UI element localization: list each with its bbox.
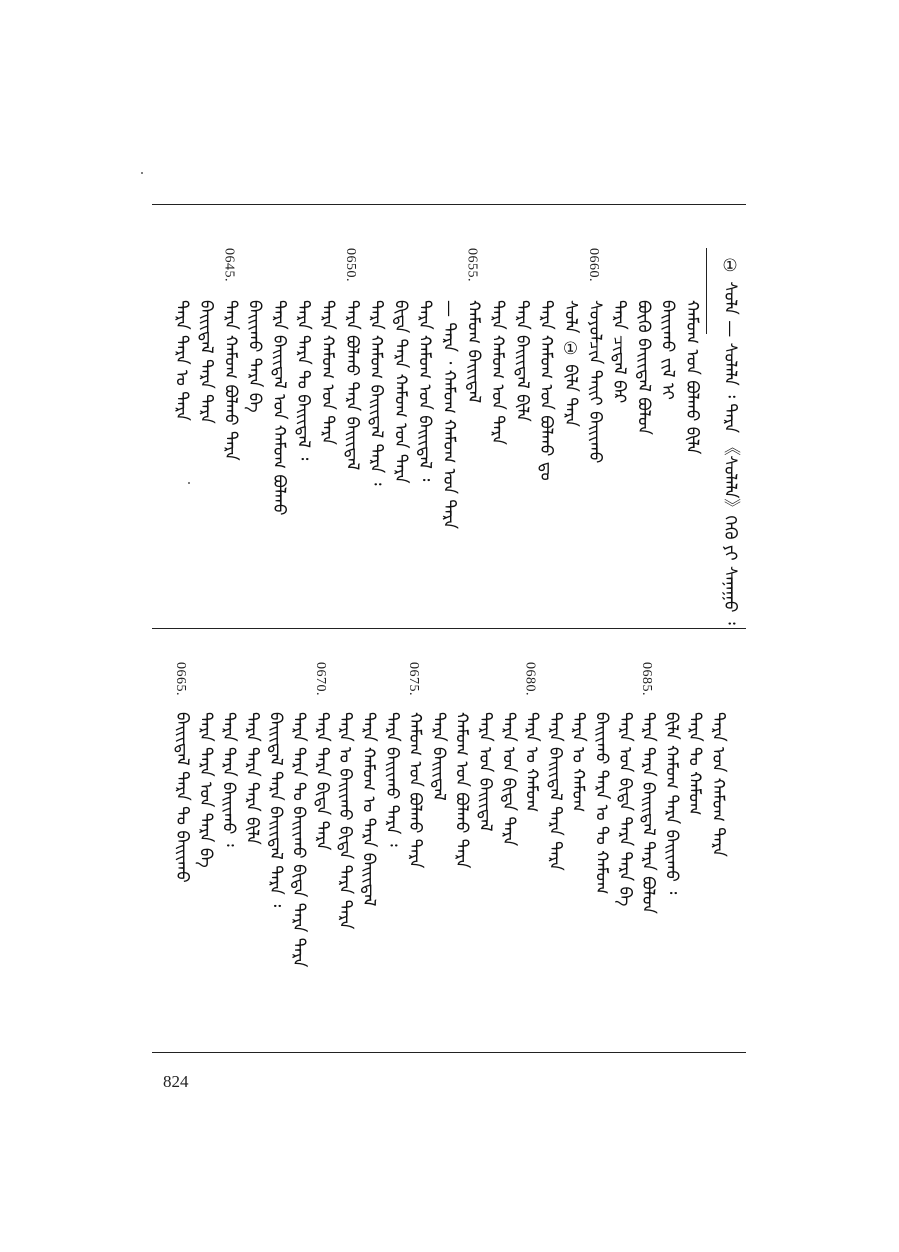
verse-line: ᠲᠡᠷᠡ ᠪᠠᠢᠢᠬᠤ ᠲᠡᠷᠡ ᠄ xyxy=(381,712,402,847)
line-number: 0670. xyxy=(312,662,328,696)
verse-line: ᠲᠡᠷᠡ ᠬᠠᠮᠤᠭ ᠤ ᠲᠡᠷᠡ ᠪᠠᠢᠢᠳᠠᠯ xyxy=(358,712,379,907)
verse-line: ᠲᠡᠷᠡ ᠬᠠᠮᠤᠭ ᠪᠠᠢᠢᠳᠠᠯ ᠲᠡᠷᠡ ᠄ xyxy=(366,300,387,486)
line-number: 0680. xyxy=(522,662,538,696)
verse-line: ᠰᠤᠯᠠ ① ᠪᠢᠯᠡ ᠲᠡᠷᠡ xyxy=(560,300,581,427)
verse-line: ᠪᠠᠢᠢᠬᠤ ᠵᠢᠯ ᠢ xyxy=(657,300,678,400)
verse-line: ᠲᠡᠷᠡ ᠤᠨ ᠪᠢᠳᠡ ᠲᠡᠷᠡ xyxy=(498,712,519,847)
verse-line: ᠲᠡᠷᠡ ᠲᠡᠷᠡ ᠪᠠᠢᠢᠳᠠᠯ ᠲᠡᠷᠡ ᠪᠤᠯᠤᠨ xyxy=(638,712,659,914)
verse-line: ᠪᠠᠢᠢᠳᠠᠯ ᠲᠡᠷᠡ ᠪᠠᠢᠢᠳᠠᠯ ᠲᠡᠷᠡ ᠄ xyxy=(265,712,286,908)
verse-line: ᠲᠡᠷᠡ ᠲᠡᠷᠡ ᠪᠢᠳᠡ ᠲᠡᠷᠡ xyxy=(311,712,332,851)
verse-line: ᠪᠦᠬᠦ ᠪᠠᠢᠢᠳᠠᠯ ᠪᠤᠯᠤᠨ xyxy=(633,300,654,435)
verse-line: ᠲᠡᠷᠡ ᠤ ᠪᠠᠢᠢᠬᠤ ᠪᠢᠳᠡ ᠲᠡᠷᠡ ᠲᠡᠷᠡ xyxy=(335,712,356,930)
verse-line: ᠲᠡᠷᠡ ᠬᠠᠮᠤᠭ ᠪᠤᠯᠬᠤ ᠲᠡᠷᠡ xyxy=(220,300,241,461)
verse-line: ᠲᠡᠷᠡ ᠪᠠᠢᠢᠳᠠᠯ xyxy=(428,712,449,801)
verse-line: ᠲᠡᠷᠡ ᠲᠡᠷᠡ ᠲᠡᠷᠡ ᠪᠢᠯᠡ xyxy=(242,712,262,845)
verse-line: ᠲᠡᠷᠡ ᠲᠡᠷᠡ ᠤᠨ ᠲᠡᠷᠡ ᠪᠠ xyxy=(195,712,216,868)
verse-line: ᠲᠡᠷᠡ ᠬᠠᠮᠤᠭ ᠤᠨ ᠪᠤᠯᠬᠤ ᠳᠤ xyxy=(536,300,557,481)
verse-line: ᠲᠡᠷᠡ ᠪᠠᠢᠢᠳᠠᠯ ᠲᠡᠷᠡ ᠲᠡᠷᠡ xyxy=(544,712,565,871)
line-number: 0675. xyxy=(406,662,422,696)
line-number: 0650. xyxy=(342,248,358,282)
line-number: 0685. xyxy=(639,662,655,696)
verse-line: ᠪᠠᠢᠢᠳᠠᠯ ᠲᠡᠷᠡ ᠲᠡᠷᠡ xyxy=(196,300,216,424)
footnote-text: ① ᠰᠤᠯᠠ — ᠰᠤᠯᠠᠯᠠ ᠄ ᠲᠡᠷᠡ 《ᠰᠤᠯᠠᠯᠠ》ᠭᠡᠬᠦ ᠶᠢ ᠰᠠᠨᠠᠭᠤ ᠄ xyxy=(720,256,740,625)
verse-line: ᠲᠡᠷᠡ ᠬᠠᠮᠤᠭ ᠤᠨ ᠲᠡᠷᠡ xyxy=(487,300,508,445)
verse-line: ᠬᠠᠮᠤᠭ ᠪᠠᠢᠢᠳᠠᠯ xyxy=(463,300,484,404)
verse-line: ᠲᠡᠷᠡ ᠲᠡᠷᠡ ᠤ ᠲᠡᠷᠡ xyxy=(171,300,192,421)
verse-line: ᠲᠡᠷᠡ ᠤᠨ ᠪᠢᠳᠡ ᠲᠡᠷᠡ ᠲᠡᠷᠡ ᠪᠠ xyxy=(614,712,635,907)
verse-line: ᠲᠡᠷᠡ ᠲᠡᠷᠡ ᠲᠤ ᠪᠠᠢᠢᠬᠤ ᠪᠢᠳᠡ ᠲᠡᠷᠡ ᠲᠡᠷᠡ xyxy=(288,712,309,968)
line-number: 0655. xyxy=(464,248,480,282)
middle-rule xyxy=(152,628,746,629)
verse-line: ᠲᠡᠷᠡ ᠤ ᠬᠠᠮᠤᠭ xyxy=(568,712,589,813)
verse-line: ᠬᠠᠮᠤᠭ ᠤᠨ ᠪᠤᠯᠬᠤ ᠲᠡᠷᠡ xyxy=(451,712,472,869)
verse-line: ᠪᠢᠳᠡ ᠲᠡᠷᠡ ᠬᠠᠮᠤᠭ ᠤᠨ ᠲᠡᠷᠡ xyxy=(390,300,411,484)
verse-line: ᠲᠡᠷᠡ ᠲᠡᠷᠡ ᠲᠤ ᠪᠠᠢᠢᠳᠠᠯ ᠄ xyxy=(293,300,314,461)
bottom-rule xyxy=(152,1052,746,1053)
verse-line: — ᠲᠡᠷᠡ ᠂ ᠬᠠᠮᠤᠭ ᠬᠠᠮᠤᠭ ᠤᠨ ᠲᠡᠷᠡ xyxy=(439,300,459,530)
verse-line: ᠲᠡᠷᠡ ᠴᠢᠳᠠᠯ ᠪᠡᠷ xyxy=(609,300,630,404)
top-rule xyxy=(152,204,746,205)
verse-line: ᠲᠡᠷᠡ ᠪᠤᠯᠬᠤ ᠲᠡᠷᠡ ᠪᠠᠢᠢᠳᠠᠯ xyxy=(341,300,362,471)
footnote-rule xyxy=(706,248,707,334)
speck xyxy=(188,482,190,484)
verse-line: ᠲᠡᠷᠡ ᠲᠤ ᠬᠠᠮᠤᠭ xyxy=(684,712,705,816)
speck xyxy=(141,172,143,174)
verse-line: ᠲᠡᠷᠡ ᠲᠡᠷᠡ ᠪᠠᠢᠢᠬᠤ ᠄ xyxy=(218,712,239,847)
verse-line: ᠪᠠᠢᠢᠬᠤ ᠲᠡᠷᠡ ᠪᠠ xyxy=(244,300,265,413)
verse-line: ᠲᠡᠷᠡ ᠬᠠᠮᠤᠭ ᠤᠨ ᠪᠠᠢᠢᠳᠠᠯ ᠄ xyxy=(414,300,435,482)
line-number: 0660. xyxy=(585,248,601,282)
verse-line: ᠬᠠᠮᠤᠭ ᠤᠨ ᠪᠤᠯᠬᠤ ᠲᠡᠷᠡ xyxy=(405,712,426,869)
verse-line: ᠲᠡᠷᠡ ᠬᠠᠮᠤᠭ ᠤᠨ ᠲᠡᠷᠡ xyxy=(317,300,338,445)
verse-line: ᠪᠠᠢᠢᠳᠠᠯ ᠲᠡᠷᠡ ᠲᠤ ᠪᠠᠢᠢᠬᠤ xyxy=(172,712,193,883)
verse-line: ᠲᠡᠷᠡ ᠤᠨ ᠪᠠᠢᠢᠳᠠᠯ xyxy=(475,712,495,832)
verse-line: ᠰᠤᠶᠤᠯᠴᠢᠨ ᠲᠠᠢᠢ ᠪᠠᠢᠢᠬᠤ xyxy=(584,300,605,464)
verse-line: ᠲᠡᠷᠡ ᠤ ᠬᠠᠮᠤᠭ xyxy=(521,712,542,813)
page-number: 824 xyxy=(163,1072,189,1091)
verse-line: ᠪᠢᠯᠡ ᠬᠠᠮᠤᠭ ᠲᠡᠷᠡ ᠪᠠᠢᠢᠬᠤ ᠄ xyxy=(661,712,682,895)
verse-line: ᠪᠠᠢᠢᠬᠤ ᠲᠡᠷᠡ ᠤ ᠲᠤ ᠬᠠᠮᠤᠭ xyxy=(591,712,612,895)
line-number: 0665. xyxy=(173,662,189,696)
verse-line: ᠲᠡᠷᠡ ᠤᠨ ᠬᠠᠮᠤᠭ ᠲᠡᠷᠡ xyxy=(708,712,728,857)
verse-line: ᠲᠡᠷᠡ ᠪᠠᠢᠢᠳᠠᠯ ᠪᠢᠯᠡ xyxy=(511,300,532,422)
verse-line: ᠬᠠᠮᠤᠭ ᠤᠨ ᠪᠤᠯᠬᠤ ᠪᠢᠯᠡ xyxy=(682,300,702,455)
verse-line: ᠲᠡᠷᠡ ᠪᠠᠢᠢᠳᠠᠯ ᠤᠨ ᠬᠠᠮᠤᠭ ᠪᠤᠯᠬᠤ xyxy=(268,300,289,516)
line-number: 0645. xyxy=(221,248,237,282)
